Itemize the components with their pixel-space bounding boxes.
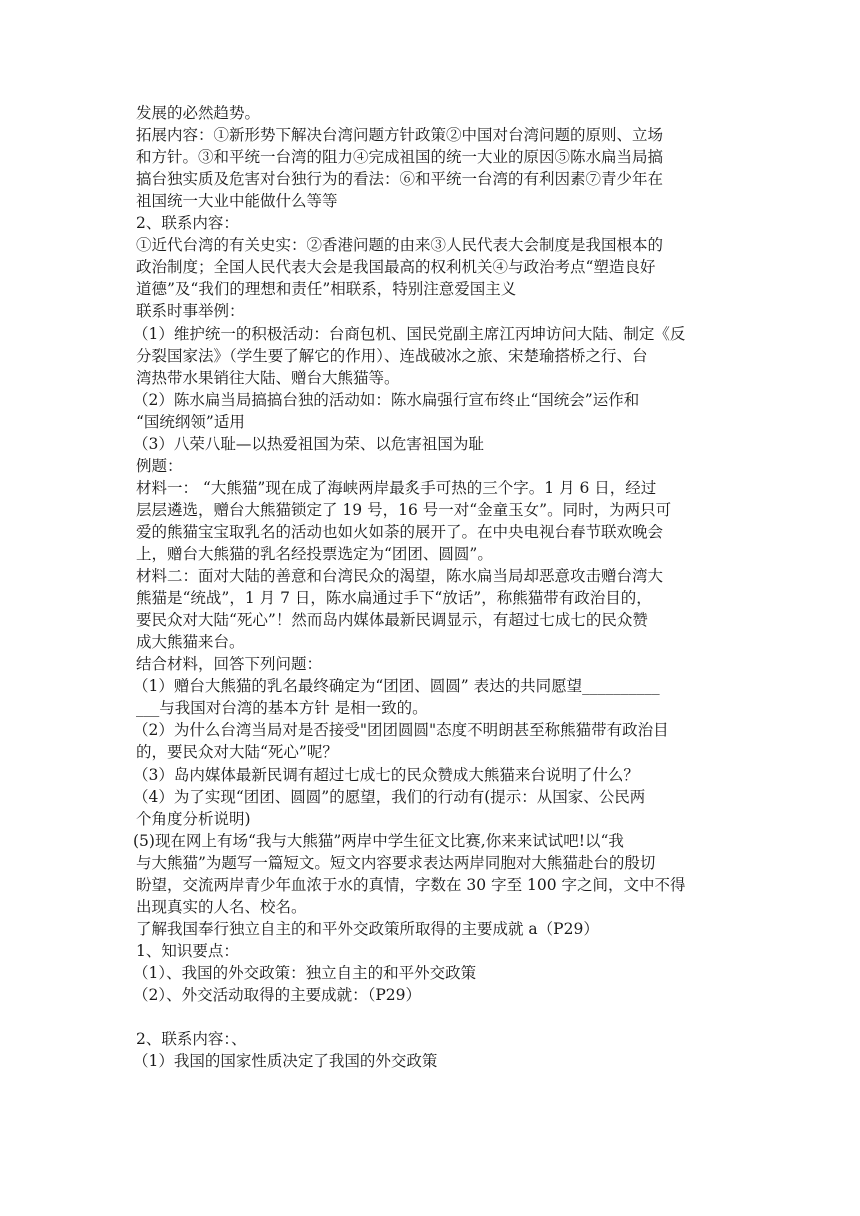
text-line: （1）赠台大熊猫的乳名最终确定为“团团、圆圆” 表达的共同愿望__________ (133, 677, 660, 696)
text-line: 材料一： “大熊猫”现在成了海峡两岸最炙手可热的三个字。1 月 6 日，经过 (136, 478, 657, 497)
text-line: （2）、外交活动取得的主要成就：（P29） (133, 986, 422, 1004)
text-line: 道德”及“我们的理想和责任”相联系，特别注意爱国主义 (136, 280, 517, 299)
text-line: 发展的必然趋势。 (136, 104, 261, 122)
text-line: 分裂国家法》（学生要了解它的作用）、连战破冰之旅、宋楚瑜搭桥之行、台 (136, 346, 648, 365)
text-line: 爱的熊猫宝宝取乳名的活动也如火如荼的展开了。在中央电视台春节联欢晚会 (136, 522, 664, 541)
text-line: （1）我国的国家性质决定了我国的外交政策 (133, 1052, 438, 1071)
text-line: 的，要民众对大陆“死心”呢？ (136, 743, 338, 762)
text-line: 出现真实的人名、校名。 (136, 897, 307, 916)
text-line: 盼望，交流两岸青少年血浓于水的真情，字数在 30 字至 100 字之间，文中不得 (136, 875, 686, 894)
text-line: 2、联系内容：、 (136, 1030, 247, 1049)
text-line: “国统纲领”适用 (136, 412, 245, 431)
text-line: 层层遴选，赠台大熊猫锁定了 19 号，16 号一对“金童玉女”。同时，为两只可 (136, 500, 672, 519)
text-line: ①近代台湾的有关史实：②香港问题的由来③人民代表大会制度是我国根本的 (136, 236, 664, 255)
text-line: 成大熊猫来台。 (136, 633, 245, 652)
text-line: 结合材料，回答下列问题： (136, 655, 323, 674)
text-line: （3）八荣八耻—以热爱祖国为荣、以危害祖国为耻 (133, 434, 484, 453)
text-line: 了解我国奉行独立自主的和平外交政策所取得的主要成就 a（P29） (136, 919, 599, 938)
text-line: ___与我国对台湾的基本方针 是相一致的。 (136, 699, 428, 718)
text-line: (5)现在网上有场“我与大熊猫”两岸中学生征文比赛,你来来试试吧!以“我 (133, 831, 624, 850)
text-line: 搞台独实质及危害对台独行为的看法：⑥和平统一台湾的有利因素⑦青少年在 (136, 170, 664, 189)
text-line: 例题： (136, 456, 183, 475)
text-line: 1、知识要点： (136, 941, 239, 960)
text-line: 熊猫是“统战”，1 月 7 日，陈水扁通过手下“放话”，称熊猫带有政治目的， (136, 589, 652, 608)
text-line: 和方针。③和平统一台湾的阻力④完成祖国的统一大业的原因⑤陈水扁当局搞 (136, 148, 664, 167)
text-line: （2）陈水扁当局搞搞台独的活动如：陈水扁强行宣布终止“国统会”运作和 (133, 390, 640, 409)
text-line: 材料二：面对大陆的善意和台湾民众的渴望，陈水扁当局却恶意攻击赠台湾大 (136, 567, 664, 586)
text-line: （1）维护统一的积极活动：台商包机、国民党副主席江丙坤访问大陆、制定《反 (133, 324, 686, 343)
text-line: 政治制度；全国人民代表大会是我国最高的权利机关④与政治考点“塑造良好 (136, 258, 656, 277)
text-line: （4）为了实现“团团、圆圆”的愿望，我们的行动有(提示：从国家、公民两 (133, 787, 646, 806)
text-line: （2）为什么台湾当局对是否接受"团团圆圆"态度不明朗甚至称熊猫带有政治目 (133, 721, 669, 740)
text-line: 个角度分析说明) (136, 809, 251, 828)
text-line: 上，赠台大熊猫的乳名经投票选定为“团团、圆圆”。 (136, 545, 493, 563)
text-line: 联系时事举例： (136, 302, 245, 321)
text-line: 要民众对大陆“死心”！然而岛内媒体最新民调显示，有超过七成七的民众赞 (136, 611, 648, 630)
text-line: 2、联系内容： (136, 214, 239, 233)
text-line: 祖国统一大业中能做什么等等 (136, 192, 338, 211)
text-line: 湾热带水果销往大陆、赠台大熊猫等。 (136, 368, 400, 387)
text-line: 拓展内容：①新形势下解决台湾问题方针政策②中国对台湾问题的原则、立场 (136, 126, 664, 145)
text-line: （3）岛内媒体最新民调有超过七成七的民众赞成大熊猫来台说明了什么？ (133, 765, 639, 784)
text-line: 与大熊猫”为题写一篇短文。短文内容要求表达两岸同胞对大熊猫赴台的殷切 (136, 853, 656, 872)
text-line: （1）、我国的外交政策：独立自主的和平外交政策 (133, 963, 477, 982)
